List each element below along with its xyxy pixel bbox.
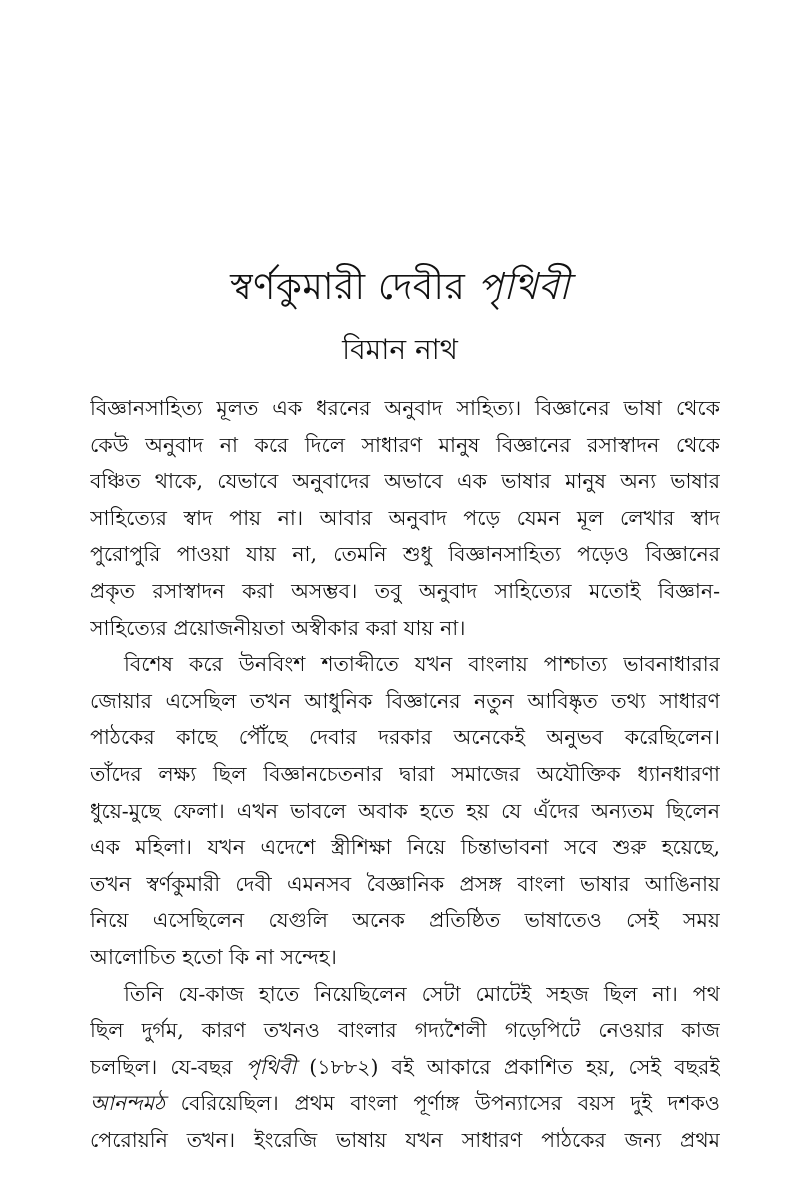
paragraph-2-line-4: তাঁদের লক্ষ্য ছিল বিজ্ঞানচেতনার দ্বারা সমাজের অযৌক্তিক ধ্যানধারণা [90,761,720,786]
paragraph-2-line-8: নিয়ে এসেছিলেন যেগুলি অনেক প্রতিষ্ঠিত ভাষাতেও সেই সময় [90,908,720,933]
paragraph-3-line-4-post: বেরিয়েছিল। প্রথম বাংলা পূর্ণাঙ্গ উপন্যাসের বয়স দুই দশকও [164,1091,720,1116]
paragraph-2-line-6: এক মহিলা। যখন এদেশে স্ত্রীশিক্ষা নিয়ে চিন্তাভাবনা সবে শুরু হয়েছে, [90,835,720,860]
paragraph-1-line-7: সাহিত্যের প্রয়োজনীয়তা অস্বীকার করা যায় না। [90,615,466,640]
paragraph-2-line-3: পাঠকের কাছে পৌঁছে দেবার দরকার অনেকেই অনুভব করেছিলেন। [90,725,720,750]
paragraph-1-line-1: বিজ্ঞানসাহিত্য মূলত এক ধরনের অনুবাদ সাহিত্য। বিজ্ঞানের ভাষা থেকে [90,396,720,420]
paragraph-2-line-1: বিশেষ করে উনবিংশ শতাব্দীতে যখন বাংলায় পাশ্চাত্য ভাবনাধারার [124,652,720,677]
paragraph-3-line-1: তিনি যে-কাজ হাতে নিয়েছিলেন সেটা মোটেই সহজ ছিল না। পথ [124,981,720,1006]
title-main: স্বর্ণকুমারী দেবীর [230,265,478,308]
title-italic-book-name: পৃথিবী [477,265,570,308]
paragraph-3-line-2: ছিল দুর্গম, কারণ তখনও বাংলার গদ্যশৈলী গড়েপিটে নেওয়ার কাজ [90,1018,720,1043]
paragraph-1-line-5: পুরোপুরি পাওয়া যায় না, তেমনি শুধু বিজ্ঞানসাহিত্য পড়েও বিজ্ঞানের [90,542,720,567]
article-body [90,390,720,1158]
author-name: বিমান নাথ [342,333,458,366]
paragraph-1-line-4: সাহিত্যের স্বাদ পায় না। আবার অনুবাদ পড়ে যেমন মূল লেখার স্বাদ [90,505,720,530]
page-title [0,262,800,312]
paragraph-2-line-2: জোয়ার এসেছিল তখন আধুনিক বিজ্ঞানের নতুন আবিষ্কৃত তথ্য সাধারণ [90,688,720,713]
paragraph-3-line-4 [90,1085,720,1122]
paragraph-3-line-5: পেরোয়নি তখন। ইংরেজি ভাষায় যখন সাধারণ পাঠকের জন্য প্রথম [90,1127,720,1152]
paragraph-1-line-2: কেউ অনুবাদ না করে দিলে সাধারণ মানুষ বিজ্ঞানের রসাস্বাদন থেকে [90,432,720,457]
paragraph-3-line-3-pre: চলছিল। যে-বছর [90,1054,246,1079]
paragraph-2-line-5: ধুয়ে-মুছে ফেলা। এখন ভাবলে অবাক হতে হয় যে এঁদের অন্যতম ছিলেন [90,798,720,823]
paragraph-3-line-3-post: (১৮৮২) বই আকারে প্রকাশিত হয়, সেই বছরই [296,1054,720,1079]
paragraph-3-line-3 [90,1049,720,1086]
paragraph-1-line-3: বঞ্চিত থাকে, যেভাবে অনুবাদের অভাবে এক ভাষার মানুষ অন্য ভাষার [90,469,720,494]
paragraph-1-line-6: প্রকৃত রসাস্বাদন করা অসম্ভব। তবু অনুবাদ সাহিত্যের মতোই বিজ্ঞান- [90,578,720,603]
paragraph-2-line-9: আলোচিত হতো কি না সন্দেহ। [90,944,337,969]
book-title-prithibi: পৃথিবী [245,1054,297,1079]
book-title-anandamath: আনন্দমঠ [90,1091,165,1116]
paragraph-2-line-7: তখন স্বর্ণকুমারী দেবী এমনসব বৈজ্ঞানিক প্রসঙ্গ বাংলা ভাষার আঙিনায় [90,871,720,896]
